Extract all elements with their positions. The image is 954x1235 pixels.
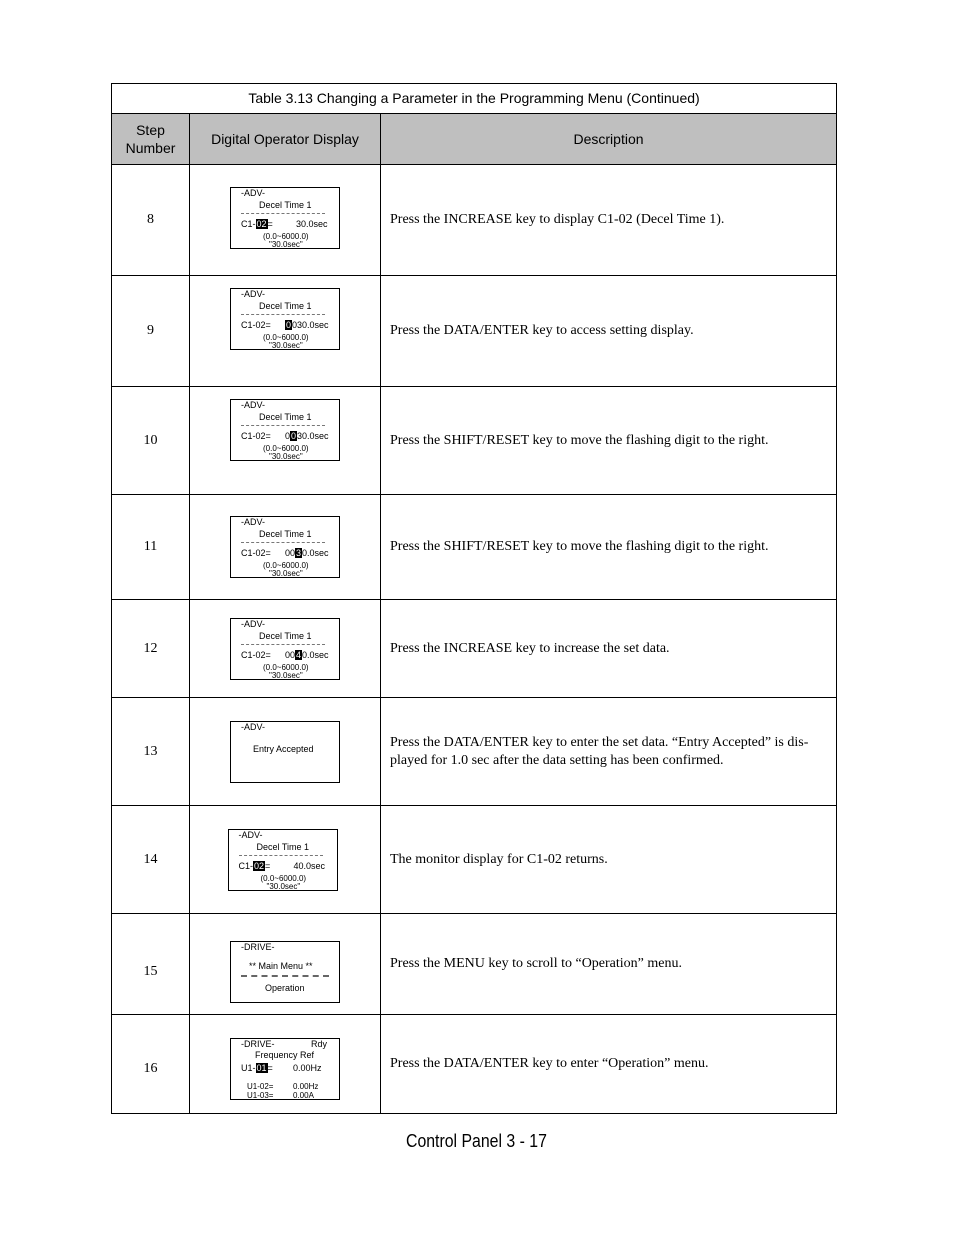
header-display: Digital Operator Display	[190, 114, 381, 164]
step-number: 14	[112, 806, 190, 913]
step-number: 15	[112, 914, 190, 1014]
lcd-mode: -ADV-	[241, 289, 266, 299]
table-row	[112, 165, 836, 276]
lcd-message: Entry Accepted	[253, 743, 314, 754]
table-row	[112, 276, 836, 387]
lcd-title: Decel Time 1	[259, 200, 312, 210]
step-number: 13	[112, 698, 190, 805]
lcd-value: 30.0sec	[296, 219, 328, 229]
lcd-parameter: C1-02=	[241, 320, 271, 330]
lcd-menu-item: Operation	[265, 983, 305, 993]
step-description: Press the DATA/ENTER key to enter “Operation” menu.	[390, 1056, 709, 1071]
table-row	[112, 600, 836, 698]
parameter-table	[111, 83, 837, 1114]
lcd-value: 0030.0sec	[285, 430, 329, 441]
lcd-range: (0.0~6000.0)	[263, 443, 309, 453]
operator-display	[230, 187, 340, 249]
lcd-parameter: C1-02=	[241, 430, 271, 441]
lcd-range: (0.0~6000.0)	[263, 561, 309, 570]
lcd-title: Decel Time 1	[259, 630, 312, 641]
operator-display	[230, 941, 340, 1003]
lcd-value: 0.00Hz	[293, 1063, 322, 1073]
lcd-value: 40.0sec	[293, 860, 326, 871]
lcd-divider	[241, 425, 325, 426]
operator-display	[230, 516, 340, 578]
step-number: 16	[112, 1015, 190, 1113]
step-description: Press the MENU key to scroll to “Operation” menu.	[390, 956, 682, 971]
lcd-mode: -ADV-	[238, 829, 263, 840]
lcd-parameter: C1-02=	[241, 548, 271, 558]
lcd-divider	[241, 644, 325, 645]
lcd-range: (0.0~6000.0)	[263, 232, 309, 241]
lcd-divider	[239, 855, 323, 856]
lcd-mode: -DRIVE-	[241, 942, 275, 952]
lcd-title: Decel Time 1	[259, 411, 312, 422]
lcd-parameter: U1-01=	[241, 1063, 273, 1073]
lcd-default: "30.0sec"	[266, 881, 301, 891]
step-description: Press the DATA/ENTER key to enter the set data. “Entry Accepted” is dis-played for 1.0 sec after the data setting has been confirmed.	[390, 734, 809, 768]
lcd-default: "30.0sec"	[269, 451, 303, 461]
table-row	[112, 806, 836, 914]
lcd-menu-title: ** Main Menu **	[249, 961, 313, 971]
lcd-parameter: C1-02=	[241, 219, 273, 229]
lcd-divider	[241, 975, 329, 977]
table-row	[112, 698, 836, 806]
header-step: Step Number	[112, 114, 190, 164]
step-description: Press the DATA/ENTER key to access setting display.	[390, 323, 694, 338]
operator-display	[230, 399, 340, 461]
lcd-default: "30.0sec"	[269, 670, 303, 680]
step-number: 9	[112, 276, 190, 386]
lcd-mode: -ADV-	[241, 517, 266, 527]
lcd-sub-label: U1-02=	[247, 1082, 274, 1091]
lcd-value: 0030.0sec	[286, 320, 329, 330]
operator-display	[230, 288, 340, 350]
lcd-mode: -ADV-	[241, 399, 266, 410]
lcd-mode: -ADV-	[241, 721, 266, 732]
table-row	[112, 1015, 836, 1113]
table-header	[112, 114, 836, 165]
lcd-title: Frequency Ref	[255, 1050, 315, 1060]
step-description: Press the INCREASE key to display C1-02 (Decel Time 1).	[390, 212, 725, 227]
lcd-title: Decel Time 1	[259, 301, 312, 311]
operator-display	[230, 1038, 340, 1100]
operator-display	[228, 829, 338, 891]
lcd-default: "30.0sec"	[269, 240, 303, 249]
table-row	[112, 914, 836, 1015]
lcd-sub-value: 0.00A	[293, 1091, 314, 1100]
lcd-value: 0040.0sec	[285, 649, 329, 660]
step-description: Press the SHIFT/RESET key to move the flashing digit to the right.	[390, 432, 769, 448]
step-number: 8	[112, 165, 190, 275]
step-number: 10	[112, 387, 190, 494]
lcd-value: 0030.0sec	[285, 548, 329, 558]
lcd-title: Decel Time 1	[259, 529, 312, 539]
lcd-divider	[241, 213, 325, 214]
step-description: Press the INCREASE key to increase the set data.	[390, 640, 670, 656]
lcd-parameter: C1-02=	[238, 860, 271, 871]
operator-display	[230, 721, 340, 783]
lcd-sub-value: 0.00Hz	[293, 1082, 319, 1091]
lcd-mode: -ADV-	[241, 618, 266, 629]
lcd-sub-label: U1-03=	[247, 1091, 274, 1100]
page-footer: Control Panel 3 - 17	[406, 1131, 547, 1151]
lcd-range: (0.0~6000.0)	[263, 333, 309, 342]
step-number: 11	[112, 495, 190, 599]
operator-display	[230, 618, 340, 680]
lcd-status: Rdy	[311, 1039, 328, 1049]
lcd-divider	[241, 314, 325, 315]
lcd-title: Decel Time 1	[256, 841, 310, 852]
lcd-mode: -ADV-	[241, 188, 266, 198]
table-caption: Table 3.13 Changing a Parameter in the Programming Menu (Continued)	[112, 84, 836, 114]
lcd-range: (0.0~6000.0)	[263, 662, 309, 672]
table-row	[112, 387, 836, 495]
lcd-range: (0.0~6000.0)	[260, 873, 307, 883]
step-description: Press the SHIFT/RESET key to move the flashing digit to the right.	[390, 539, 769, 554]
lcd-parameter: C1-02=	[241, 649, 271, 660]
lcd-default: "30.0sec"	[269, 569, 303, 578]
lcd-default: "30.0sec"	[269, 341, 303, 350]
step-number: 12	[112, 600, 190, 697]
step-description: The monitor display for C1-02 returns.	[390, 851, 608, 867]
lcd-divider	[241, 542, 325, 543]
table-row	[112, 495, 836, 600]
header-description: Description	[573, 131, 644, 147]
lcd-mode: -DRIVE-	[241, 1039, 275, 1049]
